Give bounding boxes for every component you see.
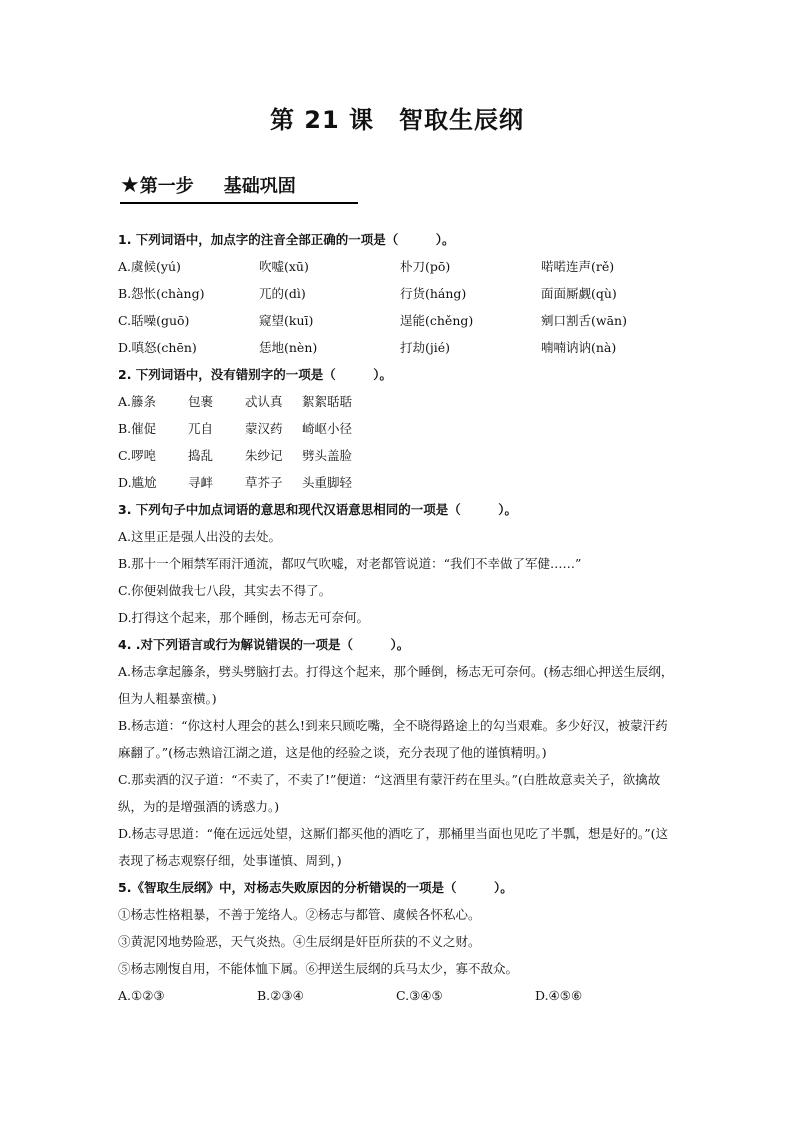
question-3-option: D.打得这个起来，那个睡倒，杨志无可奈何。 xyxy=(118,610,370,625)
option-cell: D.尴尬 xyxy=(118,475,157,490)
question-5-statement: ⑤杨志刚愎自用，不能体恤下属。⑥押送生辰纲的兵马太少，寡不敌众。 xyxy=(118,961,519,976)
option-cell: 寻衅 xyxy=(188,475,214,490)
option-cell: 逞能(chěng) xyxy=(400,313,474,328)
option-cell: 忒认真 xyxy=(245,394,283,409)
star-icon: ★ xyxy=(120,173,140,198)
option-cell: 草芥子 xyxy=(245,475,283,490)
question-list xyxy=(118,226,678,1009)
option-cell: 恁地(nèn) xyxy=(259,340,318,355)
option-cell: 崎岖小径 xyxy=(302,421,353,436)
question-3-option: A.这里正是强人出没的去处。 xyxy=(118,529,282,544)
option-cell: 劈头盖脸 xyxy=(302,448,353,463)
option-cell: B.怨怅(chàng) xyxy=(118,286,205,301)
question-4-option: B.杨志道：“你这村人理会的甚么!到来只顾吃嘴，全不晓得路途上的勾当艰难。多少好汉，被蒙汗药麻翻了。”(杨志熟谙江湖之道，这是他的经验之谈，充分表现了他的谨慎精明。) xyxy=(118,718,668,760)
question-4-option: D.杨志寻思道：“俺在远远处望，这厮们都买他的酒吃了，那桶里当面也见吃了半瓢，想是好的。”(这表现了杨志观察仔细，处事谨慎、周到，) xyxy=(118,826,668,868)
section-heading xyxy=(120,172,358,204)
option-cell: 面面厮觑(qù) xyxy=(541,286,617,301)
option-cell: 捣乱 xyxy=(188,448,214,463)
option-cell: A.虞候(yú) xyxy=(118,259,181,274)
question-1-option-row xyxy=(118,253,678,280)
question-2-option-row xyxy=(118,388,678,415)
question-5-statement: ③黄泥冈地势险恶，天气炎热。④生辰纲是奸臣所获的不义之财。 xyxy=(118,934,481,949)
question-2-option-row xyxy=(118,469,678,496)
option-cell: 蒙汉药 xyxy=(245,421,283,436)
page-title: 第 21 课 智取生辰纲 xyxy=(269,106,525,134)
option-cell: 朱纱记 xyxy=(245,448,283,463)
option-cell: C.啰唣 xyxy=(118,448,157,463)
question-4-option: A.杨志拿起籐条，劈头劈脑打去。打得这个起来，那个睡倒，杨志无可奈何。(杨志细心押送生辰纲，但为人粗暴蛮横。) xyxy=(118,664,674,706)
question-4-stem: 4. .对下列语言或行为解说错误的一项是（ ）。 xyxy=(118,637,410,652)
choice-cell: A.①②③ xyxy=(118,988,165,1003)
option-cell: 絮絮聒聒 xyxy=(302,394,353,409)
question-5-stem: 5.《智取生辰纲》中，对杨志失败原因的分析错误的一项是（ ）。 xyxy=(118,880,513,895)
option-cell: 朴刀(pō) xyxy=(400,259,451,274)
option-cell: 喏喏连声(rě) xyxy=(541,259,615,274)
question-5-statement: ①杨志性格粗暴，不善于笼络人。②杨志与都管、虞候各怀私心。 xyxy=(118,907,481,922)
question-3-option: C.你便剁做我七八段，其实去不得了。 xyxy=(118,583,332,598)
choice-cell: B.②③④ xyxy=(257,988,304,1003)
question-1-option-row xyxy=(118,334,678,361)
question-2-stem: 2. 下列词语中，没有错别字的一项是（ ）。 xyxy=(118,367,393,382)
section-step-label: 第一步 xyxy=(139,176,194,197)
option-cell: 头重脚轻 xyxy=(302,475,353,490)
option-cell: D.嗔怒(chēn) xyxy=(118,340,197,355)
option-cell: 剜口割舌(wān) xyxy=(541,313,627,328)
option-cell: 兀自 xyxy=(188,421,214,436)
option-cell: 窥望(kuī) xyxy=(259,313,314,328)
option-cell: 打劫(jié) xyxy=(400,340,451,355)
choice-cell: D.④⑤⑥ xyxy=(535,988,583,1003)
question-1-option-row xyxy=(118,307,678,334)
choice-cell: C.③④⑤ xyxy=(396,988,443,1003)
option-cell: A.籐条 xyxy=(118,394,157,409)
option-cell: B.催促 xyxy=(118,421,157,436)
option-cell: C.聒噪(guō) xyxy=(118,313,190,328)
question-2-option-row xyxy=(118,415,678,442)
question-3-stem: 3. 下列句子中加点词语的意思和现代汉语意思相同的一项是（ ）。 xyxy=(118,502,518,517)
question-3-option: B.那十一个厢禁军雨汗通流，都叹气吹嘘，对老都管说道：“我们不幸做了军健……” xyxy=(118,556,582,571)
question-2-option-row xyxy=(118,442,678,469)
option-cell: 吹嘘(xū) xyxy=(259,259,309,274)
option-cell: 行货(háng) xyxy=(400,286,467,301)
question-5-choices xyxy=(118,982,678,1009)
question-1-stem: 1. 下列词语中，加点字的注音全部正确的一项是（ ）。 xyxy=(118,232,455,247)
question-4-option: C.那卖酒的汉子道：“不卖了，不卖了!”便道：“这酒里有蒙汗药在里头。”(白胜故意卖关子，欲擒故纵，为的是增强酒的诱惑力。) xyxy=(118,772,661,814)
option-cell: 包裹 xyxy=(188,394,214,409)
question-1-option-row xyxy=(118,280,678,307)
option-cell: 喃喃讷讷(nà) xyxy=(541,340,617,355)
section-title: 基础巩固 xyxy=(223,176,296,197)
option-cell: 兀的(dì) xyxy=(259,286,306,301)
